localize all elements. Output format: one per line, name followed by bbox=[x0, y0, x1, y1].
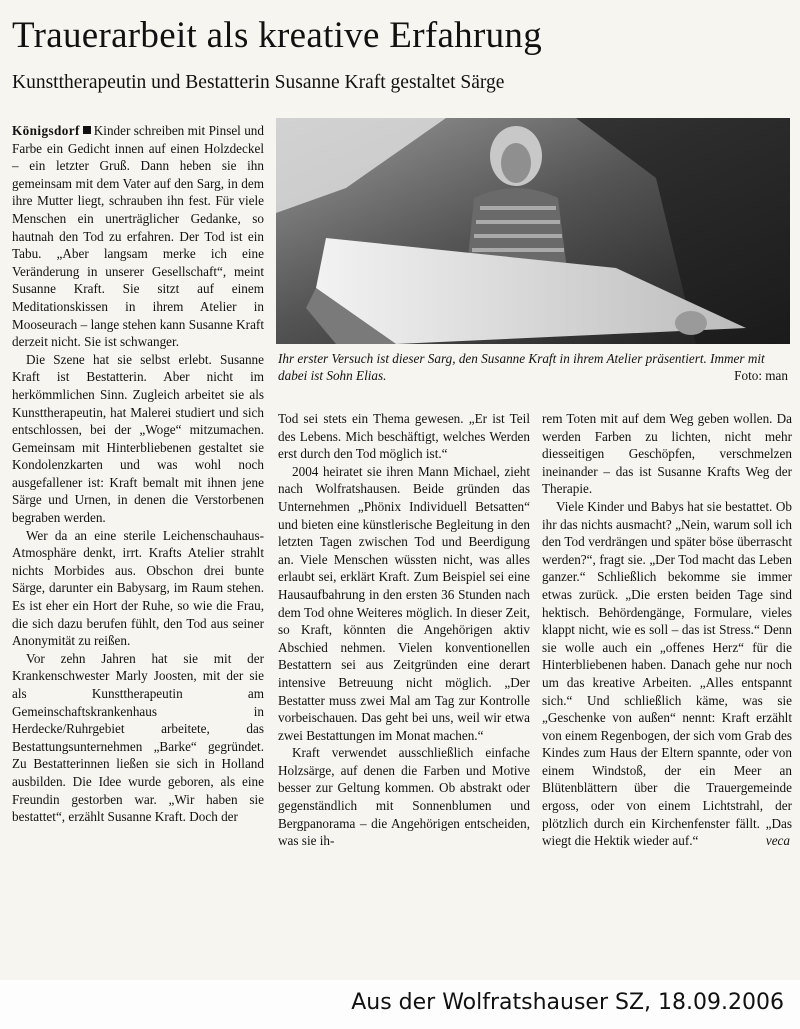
article-paragraph: rem Toten mit auf dem Weg geben wollen. Da werden Farben zu lichten, nicht mehr diesseitigen Geschöpfen, verschmelzen ineinander – das ist Susanne Krafts Weg der Therapie. bbox=[542, 411, 792, 497]
article-paragraph: Die Szene hat sie selbst erlebt. Susanne Kraft ist Bestatterin. Aber nicht im herkömmlichen Sinn. Zugleich arbeitet sie als Kunsttherapeutin, hat Malerei studiert und sich entschlossen, bei der „Woge“ mitzumachen. Gemeinsam mit Hinterbliebenen gestaltet sie Kondolenzkarten und was wohl noch ausgefallener ist: Kraft bemalt mit ihnen jene Särge und Urnen, in denen die Verstorbenen begraben werden. bbox=[12, 351, 264, 526]
photo-caption bbox=[278, 350, 790, 384]
photo-illustration bbox=[276, 118, 790, 344]
article-paragraph: Kraft verwendet ausschließlich einfache Holzsärge, auf denen die Farben und Motive besser zur Geltung kommen. Ob abstrakt oder gegenständlich mit Sonnenblumen und Bergpanorama – die Angehörigen entscheiden, was sie ih- bbox=[278, 745, 530, 849]
article-column-2 bbox=[278, 410, 530, 850]
paragraph-text: Kinder schreiben mit Pinsel und Farbe ein Gedicht innen auf einen Holzdeckel – ein letzter Gruß. Dann heben sie ihn gemeinsam mit dem Vater auf den Sarg, in dem ihre Mutter liegt, schrauben ihn fest. Für viele Menschen ein unerträglicher Gedanke, so hautnah den Tod zu erfahren. Der Tod ist ein Tabu. „Aber langsam merke ich eine Veränderung in unserer Gesellschaft“, meint Susanne Kraft. Sie sitzt auf einem Meditationskissen in ihrem Atelier in Mooseurach – lange stehen kann Susanne Kraft derzeit nicht. Sie ist schwanger. bbox=[12, 123, 264, 350]
headline: Trauerarbeit als kreative Erfahrung bbox=[12, 15, 542, 56]
article-column-1 bbox=[12, 122, 264, 826]
article-paragraph: Vor zehn Jahren hat sie mit der Krankenschwester Marly Joosten, mit der sie als Kunsttherapeutin am Gemeinschaftskrankenhaus in Herdecke/Ruhrgebiet arbeitete, das Bestattungsunternehmen „Barke“ gegründet. Zu Bestatterinnen ließen sie sich in Holland ausbilden. Die Idee wurde geboren, als eine Freundin gestorben war. „Wir haben sie bestattet“, erzählt Susanne Kraft. Doch der bbox=[12, 650, 264, 825]
article-paragraph bbox=[12, 122, 264, 351]
article-column-3 bbox=[542, 410, 792, 850]
bullet-square-icon bbox=[83, 126, 91, 134]
article-paragraph: Tod sei stets ein Thema gewesen. „Er ist Teil des Lebens. Mich beschäftigt, welches Werden erst durch den Tod möglich ist.“ bbox=[278, 411, 530, 462]
caption-text: Ihr erster Versuch ist dieser Sarg, den Susanne Kraft in ihrem Atelier präsentiert. Immer mit dabei ist Sohn Elias. bbox=[278, 351, 765, 383]
article-paragraph bbox=[542, 498, 792, 850]
paragraph-text: Viele Kinder und Babys hat sie bestattet. Ob ihr das nichts ausmacht? „Nein, warum soll ich den Tod verdrängen und später böse überrascht werden?“, fragt sie. „Der Tod macht das Leben ganzer.“ Schließlich bekomme sie immer etwas zurück. „Die ersten beiden Tage sind hektisch. Behördengänge, Formulare, vieles klappt nicht, wie es soll – das ist Stress.“ Denn sie wolle auch ein „offenes Herz“ für die Hinterbliebenen haben. Danach gehe nur noch um das kreative Arbeiten. „Alles entspannt sich.“ Und schließlich käme, was sie „Geschenke von außen“ nennt: Kraft erzählt von einem Regenbogen, der sich vom Grab des Kindes zum Haus der Eltern spannte, oder von einem Windstoß, der ein Meer an Blütenblättern über die Trauergemeinde ergoss, oder von einem Lichtstrahl, der plötzlich durch ein Kirchenfenster fällt. „Das wiegt die Hektik wieder auf.“ bbox=[542, 498, 792, 849]
article-paragraph: 2004 heiratet sie ihren Mann Michael, zieht nach Wolfratshausen. Beide gründen das Unternehmen „Phönix Individuell Betsatten“ und bieten eine künstlerische Begleitung in den letzten Tagen zwischen Tod und Beerdigung an. Viele Menschen wüssten nicht, was alles erlaubt sei, erklärt Kraft. Zum Beispiel sei eine Hausaufbahrung in den ersten 36 Stunden nach dem Tod ohne Weiteres möglich. In dieser Zeit, so Kraft, könnten die Angehörigen aktiv Abschied nehmen. Vielen konventionellen Bestattern sei aus Zeitgründen eine derart intensive Betreuung nicht möglich. „Der Bestatter muss zwei Mal am Tag zur Kontrolle vorbeischauen. Das geht bei uns, weil wir etwa zwei Bestattungen im Monat machen.“ bbox=[278, 463, 530, 743]
photo-credit: Foto: man bbox=[734, 368, 788, 383]
article-paragraph: Wer da an eine sterile Leichenschauhaus-Atmosphäre denkt, irrt. Krafts Atelier strahlt nichts Morbides aus. Obschon drei bunte Särge, darunter ein Babysarg, im Raum stehen. Es ist eher ein Hort der Ruhe, so wie die Frau, die sich dazu berufen fühlt, den Tod aus seiner Anonymität zu reißen. bbox=[12, 527, 264, 649]
dateline: Königsdorf bbox=[12, 123, 80, 138]
source-citation: Aus der Wolfratshauser SZ, 18.09.2006 bbox=[351, 990, 784, 1015]
author-byline: veca bbox=[765, 833, 790, 849]
subheadline: Kunsttherapeutin und Bestatterin Susanne Kraft gestaltet Särge bbox=[12, 72, 505, 93]
article-photo bbox=[276, 118, 790, 344]
